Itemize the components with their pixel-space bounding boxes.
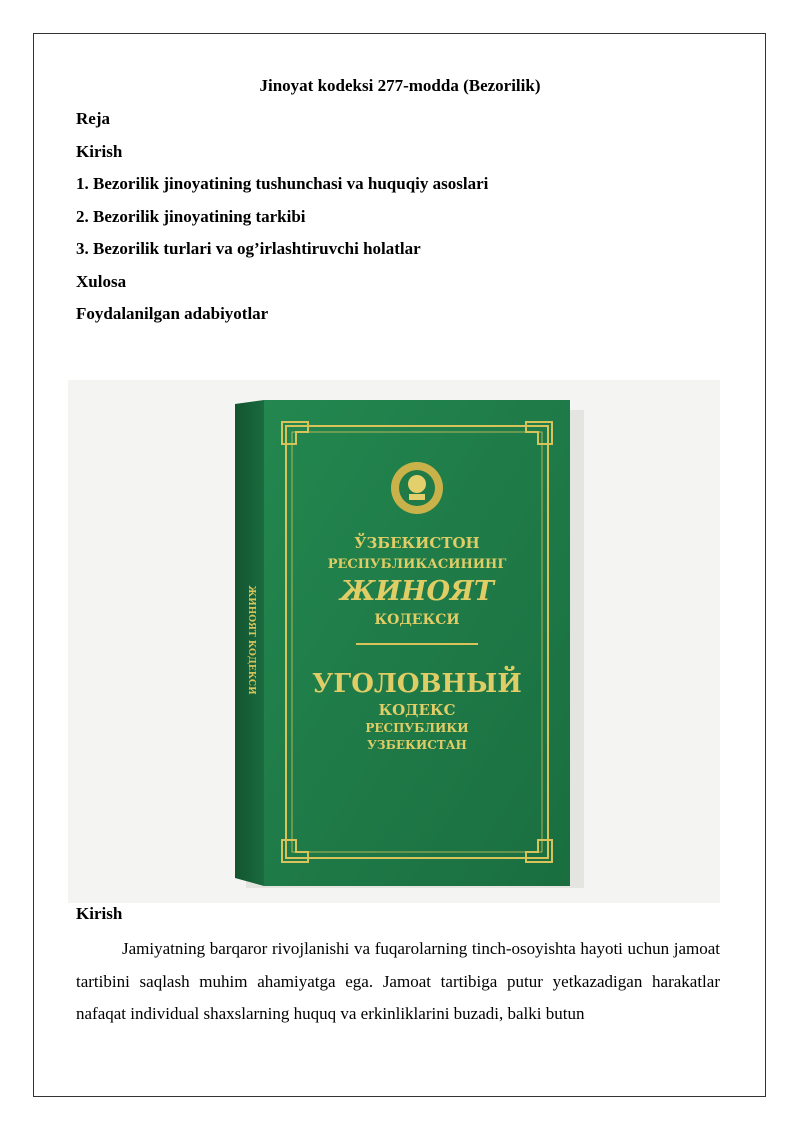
cover-line-3: ЖИНОЯТ — [340, 576, 494, 607]
toc-item-conclusion: Xulosa — [76, 271, 127, 291]
toc-item-3: 3. Bezorilik turlari va og’irlashtiruvchi holatlar — [76, 239, 421, 258]
toc-item-plan: Reja — [76, 109, 110, 128]
intro-paragraph: Jamiyatning barqaror rivojlanishi va fuqarolarning tinch-osoyishta hayoti uchun jamoat tartibini saqlash muhim ahamiyatga ega. Jamoat tartibiga putur yetkazadigan harakatlar nafaqat individual shaxslarning huquq va erkinliklarini buzadi, balki butun — [76, 939, 720, 1023]
cover-line-8: УЗБЕКИСТАН — [367, 738, 467, 752]
document-title: Jinoyat kodeksi 277-modda (Bezorilik) — [259, 76, 541, 95]
cover-line-5: УГОЛОВНЫЙ — [312, 669, 522, 699]
cover-line-4: КОДЕКСИ — [374, 612, 460, 628]
book-cover-image — [68, 380, 720, 903]
section-heading-intro: Kirish — [76, 904, 123, 923]
table-of-contents — [76, 107, 488, 335]
state-emblem-icon — [391, 462, 443, 514]
toc-item-2: 2. Bezorilik jinoyatining tarkibi — [76, 206, 306, 226]
spine-title: ЖИНОЯТ КОДЕКСИ — [246, 585, 256, 695]
cover-line-2: РЕСПУБЛИКАСИНИНГ — [327, 557, 507, 572]
toc-item-1: 1. Bezorilik jinoyatining tushunchasi va huquqiy asoslari — [76, 174, 489, 193]
toc-item-intro: Kirish — [76, 141, 123, 161]
toc-item-references: Foydalanilgan adabiyotlar — [76, 304, 269, 323]
cover-line-6: КОДЕКС — [378, 701, 456, 719]
cover-line-1: ЎЗБЕКИСТОН — [354, 534, 480, 552]
cover-line-7: РЕСПУБЛИКИ — [365, 721, 469, 735]
